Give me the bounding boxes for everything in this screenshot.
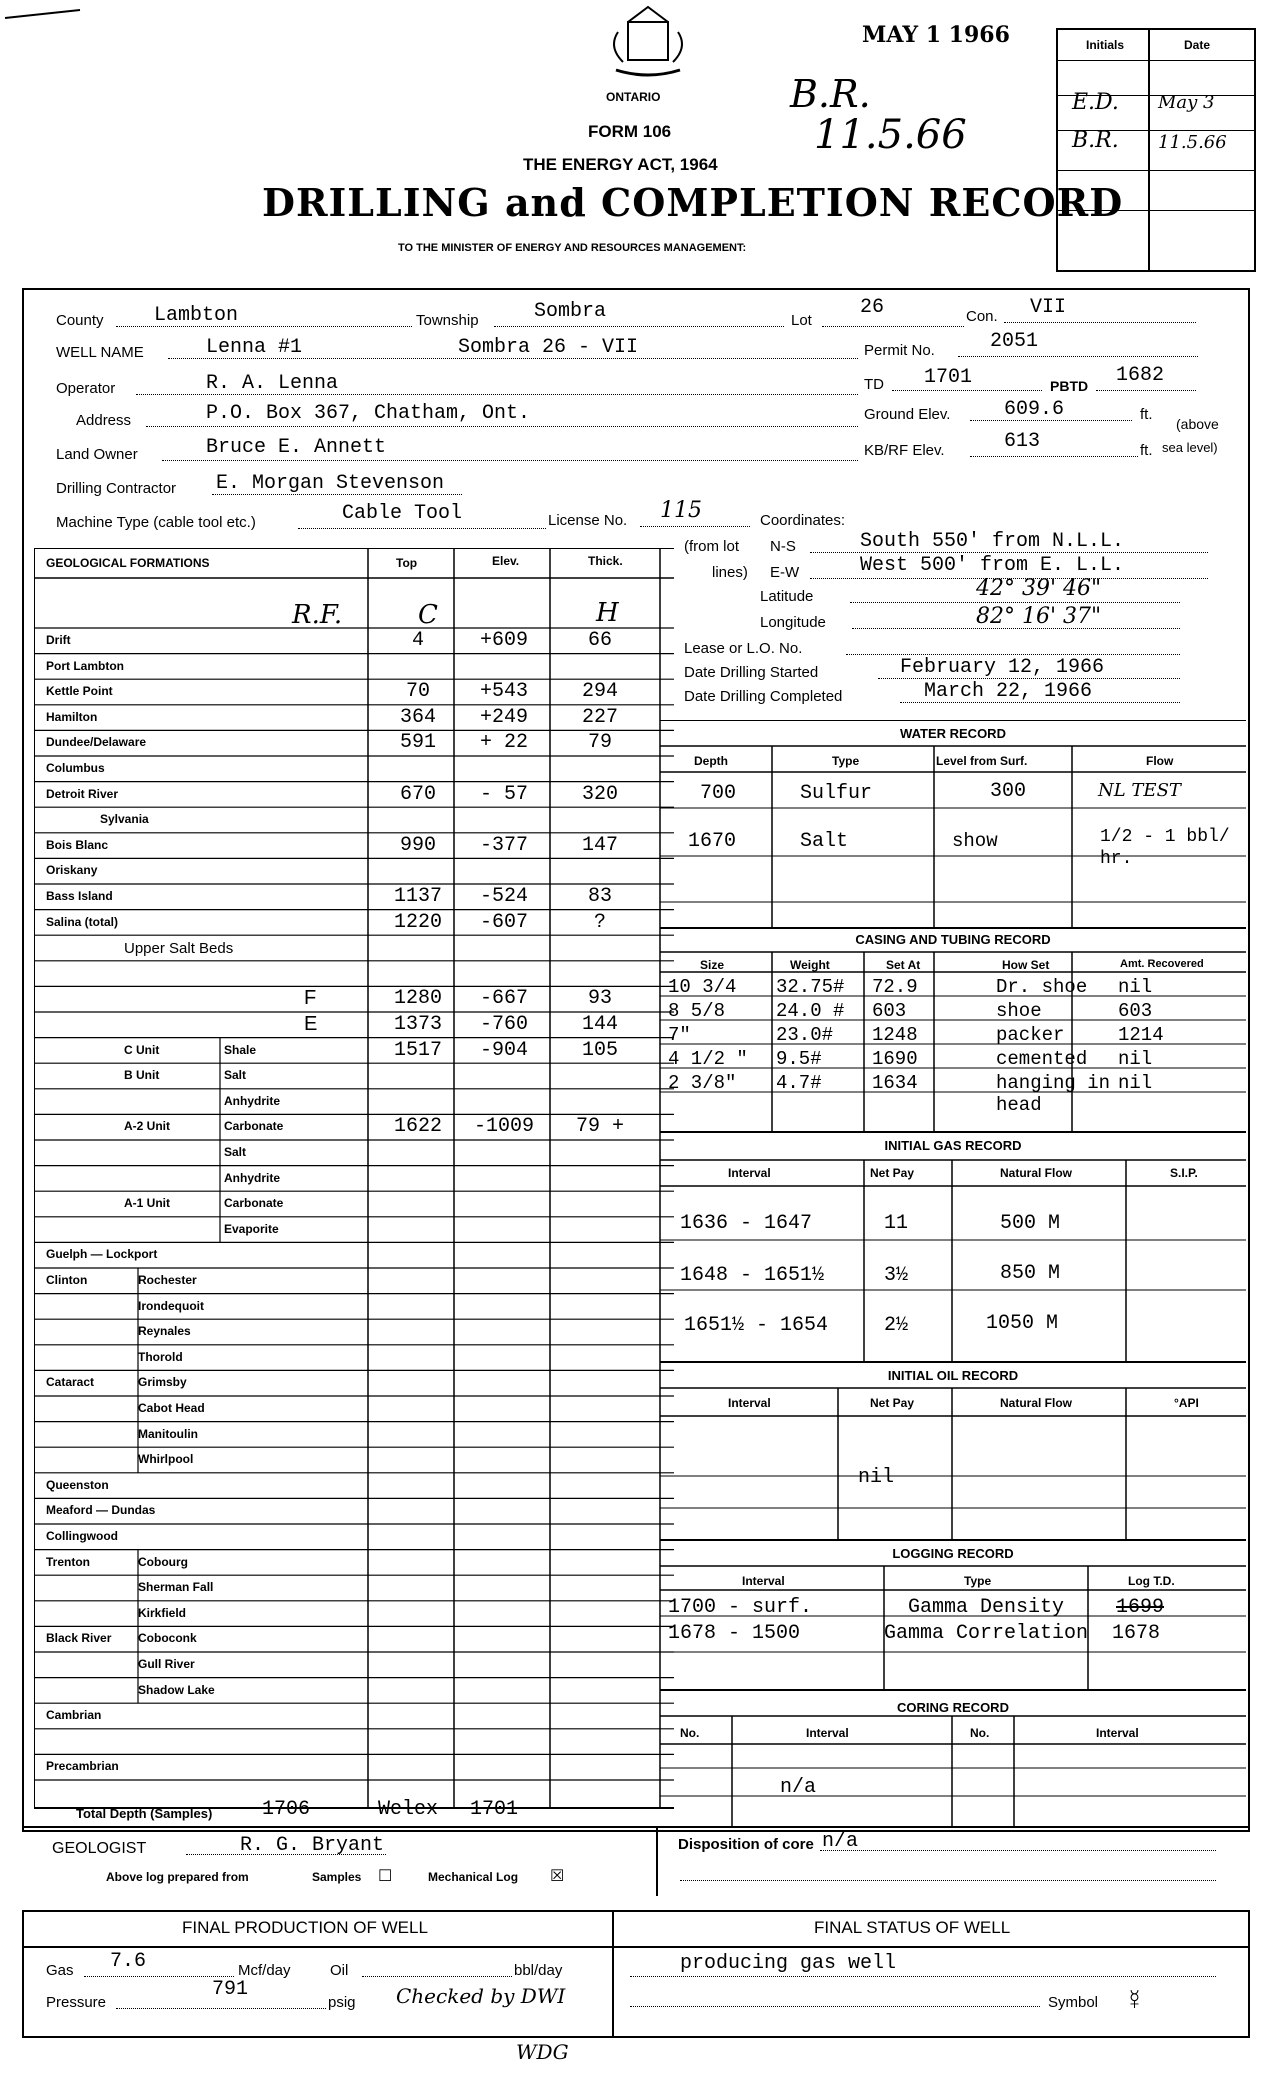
casing-row-3-col-2: 23.0# (776, 1024, 834, 1046)
formation-name: Oriskany (46, 863, 98, 878)
coring-header-no: No. (680, 1726, 700, 1740)
above-label: (above (1176, 416, 1219, 432)
formation-thick: 79 + (575, 1115, 624, 1139)
coring-header-interval-2: Interval (1096, 1726, 1139, 1740)
oil-nil: nil (858, 1466, 895, 1489)
casing-row-2-col-4: shoe (996, 1000, 1042, 1022)
formation-thick: ? (593, 910, 606, 934)
casing-row-2-col-3: 603 (872, 1000, 907, 1022)
logging-header-logtd: Log T.D. (1128, 1574, 1175, 1588)
casing-row-3-col-5: 1214 (1118, 1024, 1164, 1046)
pressure-label: Pressure (46, 1994, 107, 2011)
formation-name: Anhydrite (224, 1170, 281, 1185)
water-row-2-depth: 1670 (688, 830, 737, 853)
bottom-initials: WDG (516, 2040, 569, 2064)
casing-row-1-col-4: Dr. shoe (996, 976, 1088, 998)
initials-box (1056, 28, 1256, 272)
casing-row-5-col-5: nil (1118, 1072, 1153, 1094)
formation-name: Coboconk (138, 1631, 197, 1646)
machine-value: Cable Tool (342, 502, 463, 525)
gas-row-1-netpay: 11 (884, 1212, 909, 1235)
ground-elev-value: 609.6 (1004, 398, 1065, 421)
formation-name: Meaford — Dundas (46, 1503, 156, 1518)
formation-elev: +543 (479, 680, 528, 704)
formation-name: Sylvania (100, 812, 149, 827)
logging-header-interval: Interval (742, 1574, 785, 1588)
formation-name: Queenston (46, 1477, 109, 1492)
license-label: License No. (548, 512, 628, 529)
oil-record-title: INITIAL OIL RECORD (887, 1368, 1019, 1383)
land-owner-label: Land Owner (56, 446, 138, 463)
gas-header-sip: S.I.P. (1170, 1166, 1198, 1180)
final-status-title: FINAL STATUS OF WELL (814, 1918, 1011, 1937)
gas-value: 7.6 (110, 1950, 147, 1973)
operator-label: Operator (56, 380, 116, 397)
casing-header-amt: Amt. Recovered (1120, 958, 1204, 970)
ew-label: E-W (770, 564, 800, 581)
gas-row-3-flow: 1050 M (986, 1312, 1059, 1335)
samples-label: Samples (312, 1870, 362, 1884)
casing-row-2-col-2: 24.0 # (776, 1000, 845, 1022)
formation-top: 1137 (393, 885, 442, 908)
samples-checkbox[interactable]: ☐ (378, 1868, 393, 1885)
coordinates-label: Coordinates: (760, 512, 846, 529)
formation-name: Port Lambton (46, 658, 124, 673)
signature-initials: B.R. (790, 72, 871, 116)
formation-name: Columbus (46, 761, 105, 775)
casing-header-weight: Weight (790, 958, 830, 972)
casing-row-5-col-3: 1634 (872, 1072, 918, 1094)
formation-thick: 144 (581, 1013, 618, 1036)
recipient: TO THE MINISTER OF ENERGY AND RESOURCES MANAGEMENT: (398, 242, 747, 254)
formation-elev: +249 (479, 705, 528, 729)
formation-name: Sherman Fall (138, 1580, 214, 1595)
formation-top: 591 (399, 731, 436, 755)
coring-header-interval: Interval (806, 1726, 849, 1740)
latitude-value: 42° 39' 46" (976, 576, 1102, 601)
formation-top: 990 (399, 833, 436, 857)
formation-elev: -904 (479, 1038, 528, 1062)
final-production-title: FINAL PRODUCTION OF WELL (182, 1918, 428, 1937)
signature-date: 11.5.66 (814, 112, 967, 158)
total-depth-value: 1706 (262, 1798, 311, 1821)
contractor-value: E. Morgan Stevenson (216, 472, 445, 495)
casing-row-3-col-4: packer (996, 1024, 1065, 1046)
casing-row-1-col-3: 72.9 (872, 976, 918, 998)
casing-row-5-col-2: 4.7# (776, 1072, 822, 1094)
final-status-value: producing gas well (680, 1952, 897, 1975)
formation-elev: -377 (479, 833, 528, 857)
longitude-label: Longitude (760, 614, 826, 631)
formation-name: Dundee/Delaware (46, 735, 147, 750)
casing-header-setat: Set At (886, 958, 921, 972)
disposition-value: n/a (822, 1830, 859, 1853)
formation-name: Irondequoit (138, 1298, 204, 1313)
gas-row-2-interval: 1648 - 1651½ (680, 1264, 825, 1287)
gas-header-netpay: Net Pay (870, 1166, 915, 1180)
water-header-flow: Flow (1146, 754, 1174, 768)
address-value: P.O. Box 367, Chatham, Ont. (206, 402, 531, 425)
formation-name: Cobourg (138, 1554, 188, 1569)
oil-label: Oil (330, 1962, 349, 1979)
formation-group: Clinton (46, 1273, 88, 1287)
casing-header-size: Size (700, 958, 725, 972)
casing-row-4-col-2: 9.5# (776, 1048, 822, 1070)
formation-group: A-2 Unit (124, 1119, 170, 1134)
formation-thick: 147 (581, 833, 618, 857)
formation-top: 1517 (393, 1038, 442, 1062)
permit-label: Permit No. (864, 342, 935, 359)
geo-annot-h: H (596, 598, 619, 628)
county-value: Lambton (154, 304, 239, 327)
disposition-label: Disposition of core (678, 1836, 814, 1853)
province: ONTARIO (606, 90, 661, 104)
date-1: May 3 (1158, 92, 1215, 113)
psig-label: psig (328, 1994, 356, 2011)
formation-group: Cataract (46, 1375, 95, 1390)
mechanical-log-label: Mechanical Log (428, 1870, 519, 1884)
checked-note: Checked by DWI (396, 1984, 566, 2008)
gas-header-interval: Interval (728, 1166, 771, 1180)
formation-name: Thorold (138, 1349, 183, 1364)
formation-top: 1622 (393, 1115, 442, 1139)
formation-elev: -1009 (473, 1115, 534, 1139)
casing-row-5-col-1: 2 3/8" (668, 1072, 737, 1094)
casing-header-howset: How Set (1002, 958, 1050, 972)
oil-header-api: °API (1174, 1396, 1199, 1410)
initials-header: Initials (1086, 38, 1125, 52)
casing-row-4-col-5: nil (1118, 1048, 1153, 1070)
formation-name: Detroit River (46, 786, 119, 801)
formation-top: 1373 (393, 1013, 442, 1036)
received-stamp: MAY 1 1966 (862, 22, 1010, 48)
initials-2: B.R. (1072, 128, 1119, 153)
formation-group: A-1 Unit (124, 1196, 170, 1211)
act-title: THE ENERGY ACT, 1964 (523, 155, 718, 174)
casing-record-title: CASING AND TUBING RECORD (855, 932, 1051, 947)
ew-value: West 500' from E. L.L. (860, 554, 1125, 577)
kb-ft: ft. (1140, 442, 1153, 459)
casing-row-1-col-5: nil (1118, 976, 1153, 998)
water-row-2-level: show (952, 830, 998, 852)
longitude-value: 82° 16' 37" (976, 604, 1102, 629)
geo-header-formations: GEOLOGICAL FORMATIONS (46, 556, 210, 570)
geo-annot-rf: R.F. (292, 600, 343, 630)
oil-header-flow: Natural Flow (1000, 1396, 1073, 1410)
formation-name: F (304, 987, 317, 1010)
formation-name: Salina (total) (46, 914, 119, 929)
sea-level-label: sea level) (1162, 440, 1218, 455)
logging-row-1-type: Gamma Density (908, 1596, 1065, 1619)
date-completed-label: Date Drilling Completed (684, 688, 843, 705)
formation-name: Kirkfield (138, 1605, 187, 1620)
td-value: 1701 (924, 366, 973, 389)
gas-header-flow: Natural Flow (1000, 1166, 1073, 1180)
date-started-value: February 12, 1966 (900, 656, 1105, 679)
date-started-label: Date Drilling Started (684, 664, 819, 681)
bbl-label: bbl/day (514, 1962, 563, 1979)
water-row-1-depth: 700 (700, 782, 737, 805)
casing-row-3-col-3: 1248 (872, 1024, 918, 1046)
geo-header-thick: Thick. (588, 554, 623, 568)
ground-ft: ft. (1140, 406, 1153, 423)
gas-record-title: INITIAL GAS RECORD (884, 1138, 1022, 1153)
casing-row-4-col-1: 4 1/2 " (668, 1048, 748, 1070)
logging-row-2-logtd: 1678 (1112, 1622, 1161, 1645)
gas-row-3-netpay: 2½ (884, 1314, 909, 1337)
water-row-2-type: Salt (800, 830, 849, 853)
gas-label: Gas (46, 1962, 74, 1979)
gas-row-1-flow: 500 M (1000, 1212, 1061, 1235)
ns-value: South 550' from N.L.L. (860, 530, 1125, 553)
welex-value: 1701 (470, 1798, 519, 1821)
casing-row-4-col-3: 1690 (872, 1048, 918, 1070)
pressure-value: 791 (212, 1978, 249, 2001)
from-lot-label: (from lot (684, 538, 740, 555)
formation-elev: +609 (479, 629, 528, 652)
geo-header-top: Top (396, 556, 418, 570)
formation-thick: 83 (587, 885, 612, 908)
corner-mark (0, 0, 130, 30)
formation-name: E (304, 1013, 318, 1035)
formation-elev: -667 (479, 987, 528, 1011)
formation-name: Upper Salt Beds (124, 940, 234, 958)
pbtd-value: 1682 (1116, 364, 1165, 387)
well-name-value-2: Sombra 26 - VII (458, 336, 639, 359)
con-label: Con. (966, 308, 998, 325)
formation-name: Salt (224, 1068, 247, 1083)
water-record-title: WATER RECORD (900, 726, 1006, 741)
formation-thick: 66 (587, 629, 612, 652)
formation-group: Black River (46, 1631, 112, 1646)
ns-label: N-S (770, 538, 796, 555)
township-value: Sombra (534, 300, 607, 323)
formation-top: 364 (399, 705, 436, 729)
formation-name: Precambrian (46, 1759, 119, 1774)
total-depth-label: Total Depth (Samples) (76, 1806, 213, 1821)
geologist-value: R. G. Bryant (240, 1834, 385, 1857)
gas-row-2-netpay: 3½ (884, 1264, 909, 1287)
form-number: FORM 106 (588, 122, 672, 141)
geologist-label: GEOLOGIST (52, 1840, 147, 1857)
formation-name: Carbonate (224, 1196, 284, 1211)
coring-record-title: CORING RECORD (897, 1700, 1009, 1715)
formation-name: Gull River (138, 1657, 195, 1671)
formation-top: 4 (411, 629, 424, 652)
formation-group: C Unit (124, 1042, 160, 1057)
ground-elev-label: Ground Elev. (864, 406, 951, 423)
pbtd-label: PBTD (1050, 378, 1089, 394)
casing-row-2-col-5: 603 (1118, 1000, 1153, 1022)
formation-name: Guelph — Lockport (46, 1247, 158, 1262)
formation-name: Bass Island (46, 889, 113, 903)
well-name-label: WELL NAME (56, 344, 144, 361)
water-row-1-type: Sulfur (800, 782, 873, 805)
water-header-type: Type (832, 754, 860, 768)
machine-label: Machine Type (cable tool etc.) (56, 514, 256, 531)
formation-thick: 294 (581, 680, 618, 704)
initials-1: E.D. (1072, 90, 1119, 115)
formation-thick: 105 (581, 1038, 618, 1062)
contractor-label: Drilling Contractor (56, 480, 177, 497)
formation-name: Kettle Point (46, 684, 113, 699)
formation-name: Shadow Lake (138, 1682, 215, 1697)
formation-thick: 320 (581, 782, 618, 806)
formation-name: Whirlpool (138, 1452, 194, 1467)
oil-header-netpay: Net Pay (870, 1396, 915, 1410)
kb-elev-value: 613 (1004, 430, 1041, 453)
formation-elev: -607 (479, 910, 528, 934)
latitude-label: Latitude (760, 588, 814, 605)
water-header-level: Level from Surf. (936, 754, 1028, 768)
operator-value: R. A. Lenna (206, 372, 339, 395)
permit-value: 2051 (990, 330, 1039, 353)
formation-elev: - 57 (479, 782, 528, 806)
formation-name: Salt (224, 1145, 247, 1159)
td-label: TD (864, 376, 884, 393)
formation-name: Carbonate (224, 1119, 284, 1134)
logging-row-2-interval: 1678 - 1500 (668, 1622, 801, 1645)
date-2: 11.5.66 (1158, 132, 1227, 153)
oil-header-interval: Interval (728, 1396, 771, 1410)
coring-na: n/a (780, 1776, 817, 1799)
county-label: County (56, 312, 104, 329)
water-row-2-flow: 1/2 - 1 bbl/ hr. (1100, 827, 1230, 869)
formation-elev: -760 (479, 1013, 528, 1036)
logging-row-2-type: Gamma Correlation (884, 1622, 1089, 1645)
formation-thick: 93 (587, 987, 612, 1011)
casing-row-3-col-1: 7" (668, 1024, 691, 1046)
page-title: DRILLING and COMPLETION RECORD (262, 180, 1124, 225)
formation-name: Collingwood (46, 1529, 118, 1543)
logging-header-type: Type (964, 1574, 992, 1588)
formation-top: 70 (405, 680, 430, 704)
gas-row-2-flow: 850 M (1000, 1262, 1061, 1285)
gas-row-1-interval: 1636 - 1647 (680, 1212, 813, 1235)
gas-row-3-interval: 1651½ - 1654 (684, 1314, 829, 1337)
formation-thick: 79 (587, 731, 612, 755)
formation-elev: -524 (479, 885, 528, 908)
formation-group: B Unit (124, 1068, 160, 1083)
well-name-value: Lenna #1 (206, 336, 303, 359)
formation-name: Shale (224, 1042, 257, 1057)
land-owner-value: Bruce E. Annett (206, 436, 387, 459)
date-header: Date (1184, 38, 1211, 52)
formation-elev: + 22 (479, 731, 528, 755)
formation-name: Cabot Head (138, 1401, 205, 1415)
formation-group: Trenton (46, 1554, 90, 1569)
lease-label: Lease or L.O. No. (684, 640, 803, 657)
formation-name: Reynales (138, 1324, 191, 1339)
symbol-label: Symbol (1048, 1994, 1099, 2011)
symbol-value: ☿ (1124, 1984, 1145, 2015)
casing-row-2-col-1: 8 5/8 (668, 1000, 726, 1022)
logging-row-1-interval: 1700 - surf. (668, 1596, 813, 1619)
formation-name: Bois Blanc (46, 837, 109, 852)
coring-header-no-2: No. (970, 1726, 990, 1740)
address-label: Address (76, 412, 132, 429)
formation-top: 670 (399, 782, 436, 806)
casing-row-1-col-2: 32.75# (776, 976, 845, 998)
date-completed-value: March 22, 1966 (924, 680, 1093, 703)
water-row-1-level: 300 (990, 780, 1027, 803)
prepared-label: Above log prepared from (106, 1870, 249, 1884)
formation-name: Rochester (138, 1273, 197, 1287)
formation-name: Drift (46, 633, 71, 647)
casing-row-1-col-1: 10 3/4 (668, 976, 737, 998)
formation-name: Cambrian (46, 1708, 102, 1723)
con-value: VII (1030, 296, 1067, 319)
formation-name: Manitoulin (138, 1426, 198, 1441)
geo-annot-c: C (418, 600, 438, 630)
lot-label: Lot (791, 312, 812, 329)
kb-elev-label: KB/RF Elev. (864, 442, 945, 459)
water-row-1-flow: NL TEST (1098, 780, 1181, 801)
casing-row-4-col-4: cemented (996, 1048, 1088, 1070)
township-label: Township (416, 312, 479, 329)
formation-top: 1220 (393, 910, 442, 934)
formation-name: Hamilton (46, 709, 98, 724)
welex-label: Welex (378, 1798, 439, 1821)
mechanical-log-checkbox[interactable]: ☒ (550, 1868, 565, 1885)
logging-record-title: LOGGING RECORD (892, 1546, 1014, 1561)
logging-row-1-logtd: 1699 (1116, 1596, 1165, 1619)
coat-of-arms-icon (598, 2, 698, 82)
formation-name: Grimsby (138, 1375, 187, 1390)
mcf-label: Mcf/day (238, 1962, 291, 1979)
license-value: 115 (660, 498, 702, 523)
water-header-depth: Depth (694, 754, 728, 768)
formation-thick: 227 (581, 705, 618, 729)
formation-top: 1280 (393, 987, 442, 1011)
casing-row-5-col-4: hanging in head (996, 1072, 1111, 1116)
formation-name: Anhydrite (224, 1093, 281, 1108)
formation-name: Evaporite (224, 1221, 279, 1236)
lines-label: lines) (712, 564, 748, 581)
lot-value: 26 (860, 296, 885, 319)
geo-header-elev: Elev. (492, 554, 520, 568)
